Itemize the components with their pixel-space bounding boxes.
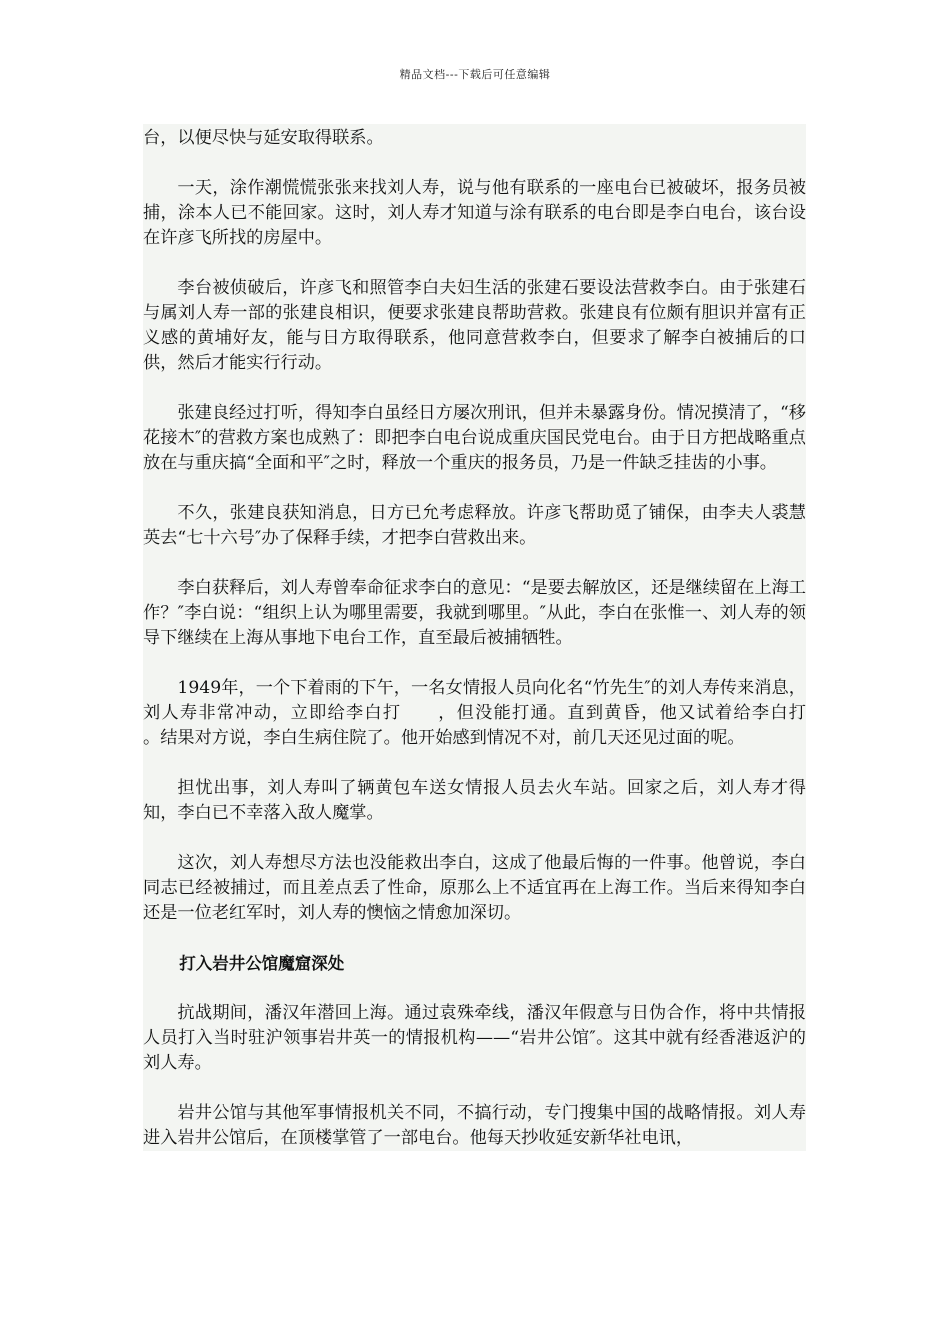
paragraph: 1949年，一个下着雨的下午，一名女情报人员向化名“竹先生″的刘人寿传来消息，刘人寿非常冲动，立即给李白打 ，但没能打通。直到黄昏，他又试着给李白打 。结果对方说，李白生病住院了。他开始感到情况不对，前几天还见过面的呢。 bbox=[143, 678, 841, 748]
paragraph: 担忧出事，刘人寿叫了辆黄包车送女情报人员去火车站。回家之后，刘人寿才得知，李白已不幸落入敌人魔掌。 bbox=[143, 778, 806, 823]
paragraph: 李台被侦破后，许彦飞和照管李白夫妇生活的张建石要设法营救李白。由于张建石与属刘人寿一部的张建良相识，便要求张建良帮助营救。张建良有位颇有胆识并富有正义感的黄埔好友，能与日方取得联系，他同意营救李白，但要求了解李白被捕后的口供，然后才能实行行动。 bbox=[143, 278, 806, 373]
section-heading: 打入岩井公馆魔窟深处 bbox=[179, 954, 345, 973]
paragraph: 这次，刘人寿想尽方法也没能救出李白，这成了他最后悔的一件事。他曾说，李白同志已经被捕过，而且差点丢了性命，原那么上不适宜再在上海工作。当后来得知李白还是一位老红军时，刘人寿的懊恼之情愈加深切。 bbox=[143, 853, 806, 923]
paragraph: 抗战期间，潘汉年潜回上海。通过袁殊牵线，潘汉年假意与日伪合作，将中共情报人员打入当时驻沪领事岩井英一的情报机构——“岩井公馆″。这其中就有经香港返沪的刘人寿。 bbox=[143, 1003, 806, 1073]
paragraph: 一天，涂作潮慌慌张张来找刘人寿，说与他有联系的一座电台已被破坏，报务员被捕，涂本人已不能回家。这时，刘人寿才知道与涂有联系的电台即是李白电台，该台设在许彦飞所找的房屋中。 bbox=[143, 178, 806, 248]
paragraph: 李白获释后，刘人寿曾奉命征求李白的意见：“是要去解放区，还是继续留在上海工作？″李白说：“组织上认为哪里需要，我就到哪里。″从此，李白在张惟一、刘人寿的领导下继续在上海从事地下电台工作，直至最后被捕牺牲。 bbox=[143, 578, 806, 648]
paragraph: 不久，张建良获知消息，日方已允考虑释放。许彦飞帮助觅了铺保，由李夫人裘慧英去“七十六号″办了保释手续，才把李白营救出来。 bbox=[143, 503, 806, 548]
page-header: 精品文档---下载后可任意编辑 bbox=[399, 68, 551, 81]
paragraph: 岩井公馆与其他军事情报机关不同，不搞行动，专门搜集中国的战略情报。刘人寿进入岩井公馆后，在顶楼掌管了一部电台。他每天抄收延安新华社电讯， bbox=[143, 1103, 806, 1148]
paragraph: 张建良经过打听，得知李白虽经日方屡次刑讯，但并未暴露身份。情况摸清了，“移花接木″的营救方案也成熟了：即把李白电台说成重庆国民党电台。由于日方把战略重点放在与重庆搞“全面和平″之时，释放一个重庆的报务员，乃是一件缺乏挂齿的小事。 bbox=[143, 403, 806, 473]
document-body bbox=[143, 124, 841, 1151]
paragraph: 台，以便尽快与延安取得联系。 bbox=[143, 128, 384, 148]
